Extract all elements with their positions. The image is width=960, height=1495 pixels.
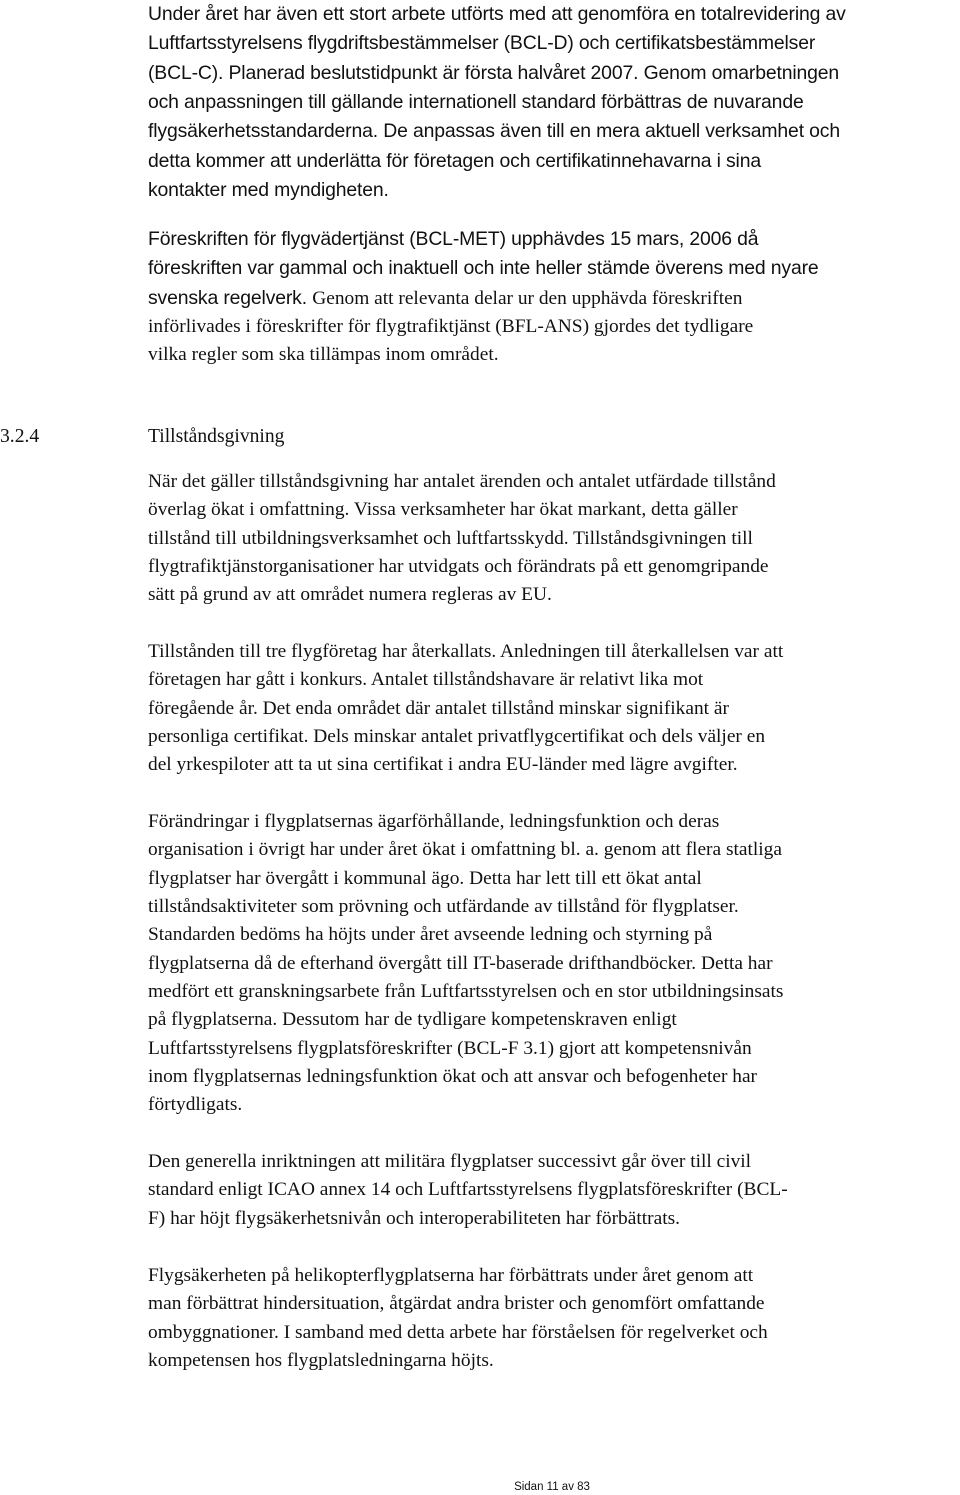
- section-title: Tillståndsgivning: [148, 426, 285, 447]
- page-footer: [0, 1480, 960, 1494]
- page-number: Sidan 11 av 83: [514, 1481, 590, 1493]
- section-number: 3.2.4: [0, 426, 40, 447]
- intro-text-segment-3: De anpassas även till en mera aktuell verksamhet och detta kommer att underlätta för företagen och certifikatinnehavarna i sina kontakter med myndigheten.: [148, 120, 840, 202]
- intro-paragraph: [148, 0, 960, 205]
- body-paragraph-4: Den generella inriktningen att militära flygplatser successivt går över till civil standard enligt ICAO annex 14 och Luftfartsstyrelsens flygplatsföreskrifter (BCL- F) har höjt flygsäkerhetsnivån och interoperabiliteten har förbättrats.: [148, 1151, 788, 1229]
- section-heading: [0, 423, 960, 451]
- body-paragraph-2: Tillstånden till tre flygföretag har återkallats. Anledningen till återkallelsen var att företagen har gått i konkurs. Antalet tillståndshavare är relativt lika mot föregående år. Det enda området där antalet tillstånd minskar signifikant är personliga certifikat. Dels minskar antalet privatflygcertifikat och dels väljer en del yrkespiloter att ta ut sina certifikat i andra EU-länder med lägre avgifter.: [148, 641, 784, 776]
- body-paragraph-1: När det gäller tillståndsgivning har antalet ärenden och antalet utfärdade tillstånd överlag ökat i omfattning. Vissa verksamheter har ökat markant, detta gäller tillstånd till utbildningsverksamhet och luftfartsskydd. Tillståndsgivningen till flygtrafiktjänstorganisationer har utvidgats och förändrats på ett genomgripande sätt på grund av att området numera regleras av EU.: [148, 471, 776, 606]
- intro-text-segment-2: Genom omarbetningen och anpassningen till gällande internationell standard förbättras de nuvarande flygsäkerhetsstandarderna.: [148, 61, 840, 143]
- body-paragraph-3: Förändringar i flygplatsernas ägarförhållande, ledningsfunktion och deras organisation i övrigt har under året ökat i omfattning bl. a. genom att flera statliga flygplatser har övergått i kommunal ägo. Detta har lett till ett ökat antal tillståndsaktiviteter som prövning och utfärdande av tillstånd för flygplatser. Standarden bedöms ha höjts under året avseende ledning och styrning på flygplatserna då de efterhand övergått till IT-baserade drifthandböcker. Detta har medfört ett granskningsarbete från Luftfartsstyrelsen och en stor utbildningsinsats på flygplatserna. Dessutom har de tydligare kompetenskraven enligt Luftfartsstyrelsens flygplatsföreskrifter (BCL-F 3.1) gjort att kompetensnivån inom flygplatsernas ledningsfunktion ökat och att ansvar och befogenheter har förtydligats.: [148, 811, 784, 1116]
- met-text-segment-1: Föreskriften för flygvädertjänst (BCL-MET) upphävdes 15 mars, 2006 då föreskriften var gammal och inaktuell och inte heller stämde överens med nyare svenska regelverk.: [148, 228, 819, 309]
- intro-text-segment-1: Under året har även ett stort arbete utförts med att genomföra en totalrevidering av Luftfartsstyrelsens flygdriftsbestämmelser (BCL-D) och certifikatsbestämmelser (BCL-C). Planerad beslutstidpunkt är första halvåret 2007.: [148, 3, 846, 84]
- met-text-segment-2: Genom att relevanta delar ur den upphävda föreskriften införlivades i föreskrifter för flygtrafiktjänst (BFL-ANS) gjordes det tydligare vilka regler som ska tillämpas inom området.: [148, 287, 754, 366]
- met-paragraph: [148, 225, 960, 370]
- body-paragraph-5: Flygsäkerheten på helikopterflygplatserna har förbättrats under året genom att man förbättrat hindersituation, åtgärdat andra brister och genomfört omfattande ombyggnationer. I samband med detta arbete har förståelsen för regelverket och kompetensen hos flygplatsledningarna höjts.: [148, 1265, 768, 1372]
